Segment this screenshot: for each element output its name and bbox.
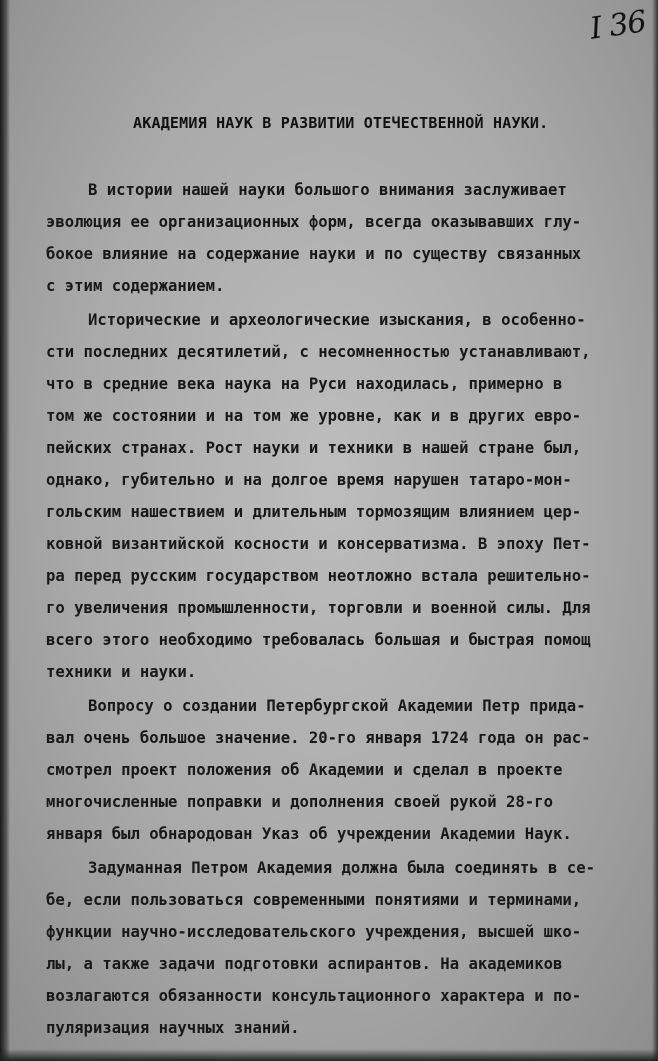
text-line: бокое влияние на содержание науки и по существу связанных <box>46 245 582 263</box>
scan-edge-left <box>0 0 10 1061</box>
text-line: с этим содержанием. <box>46 277 225 295</box>
page-number-annotation: I 36 <box>587 4 648 47</box>
text-line: том же состоянии и на том же уровне, как и в других евро- <box>46 407 582 425</box>
text-line: эволюция ее организационных форм, всегда оказывавших глу- <box>46 213 582 231</box>
text-line: всего этого необходимо требовалась большая и быстрая помощ <box>46 631 591 649</box>
text-line: техники и науки. <box>46 663 197 681</box>
text-line: пейских странах. Рост науки и техники в нашей стране был, <box>46 439 582 457</box>
text-line: пуляризация научных знаний. <box>46 1019 300 1037</box>
text-line: Задуманная Петром Академия должна была соединять в се- <box>88 859 595 877</box>
scan-edge-right <box>652 0 658 1061</box>
text-line: многочисленные поправки и дополнения своей рукой 28-го <box>46 793 553 811</box>
text-line: гольским нашествием и длительным тормозящим влиянием цер- <box>46 503 582 521</box>
text-line: Исторические и археологические изыскания, в особенно- <box>88 311 586 329</box>
text-line: ра перед русским государством неотложно встала решительно- <box>46 567 591 585</box>
scan-edge-bottom <box>0 1049 658 1061</box>
text-line: функции научно-исследовательского учреждения, высшей шко- <box>46 923 582 941</box>
text-line: что в средние века наука на Руси находилась, примерно в <box>46 375 563 393</box>
text-line: лы, а также задачи подготовки аспирантов. На академиков <box>46 955 563 973</box>
text-line: го увеличения промышленности, торговли и военной силы. Для <box>46 599 591 617</box>
text-line: В истории нашей науки большого внимания заслуживает <box>88 181 567 199</box>
text-line: однако, губительно и на долгое время нарушен татаро-мон- <box>46 471 572 489</box>
text-line: сти последних десятилетий, с несомненностью устанавливают, <box>46 343 591 361</box>
document-title: АКАДЕМИЯ НАУК В РАЗВИТИИ ОТЕЧЕСТВЕННОЙ НАУКИ. <box>133 114 549 132</box>
text-line: возлагаются обязанности консультационного характера и по- <box>46 987 582 1005</box>
text-line: Вопросу о создании Петербургской Академии Петр прида- <box>88 697 586 715</box>
text-line: смотрел проект положения об Академии и сделал в проекте <box>46 761 563 779</box>
text-line: бе, если пользоваться современными понятиями и терминами, <box>46 891 582 909</box>
text-line: ковной византийской косности и консерватизма. В эпоху Пет- <box>46 535 591 553</box>
text-line: вал очень большое значение. 20-го января 1724 года он рас- <box>46 729 591 747</box>
text-line: января был обнародован Указ об учреждении Академии Наук. <box>46 825 572 843</box>
